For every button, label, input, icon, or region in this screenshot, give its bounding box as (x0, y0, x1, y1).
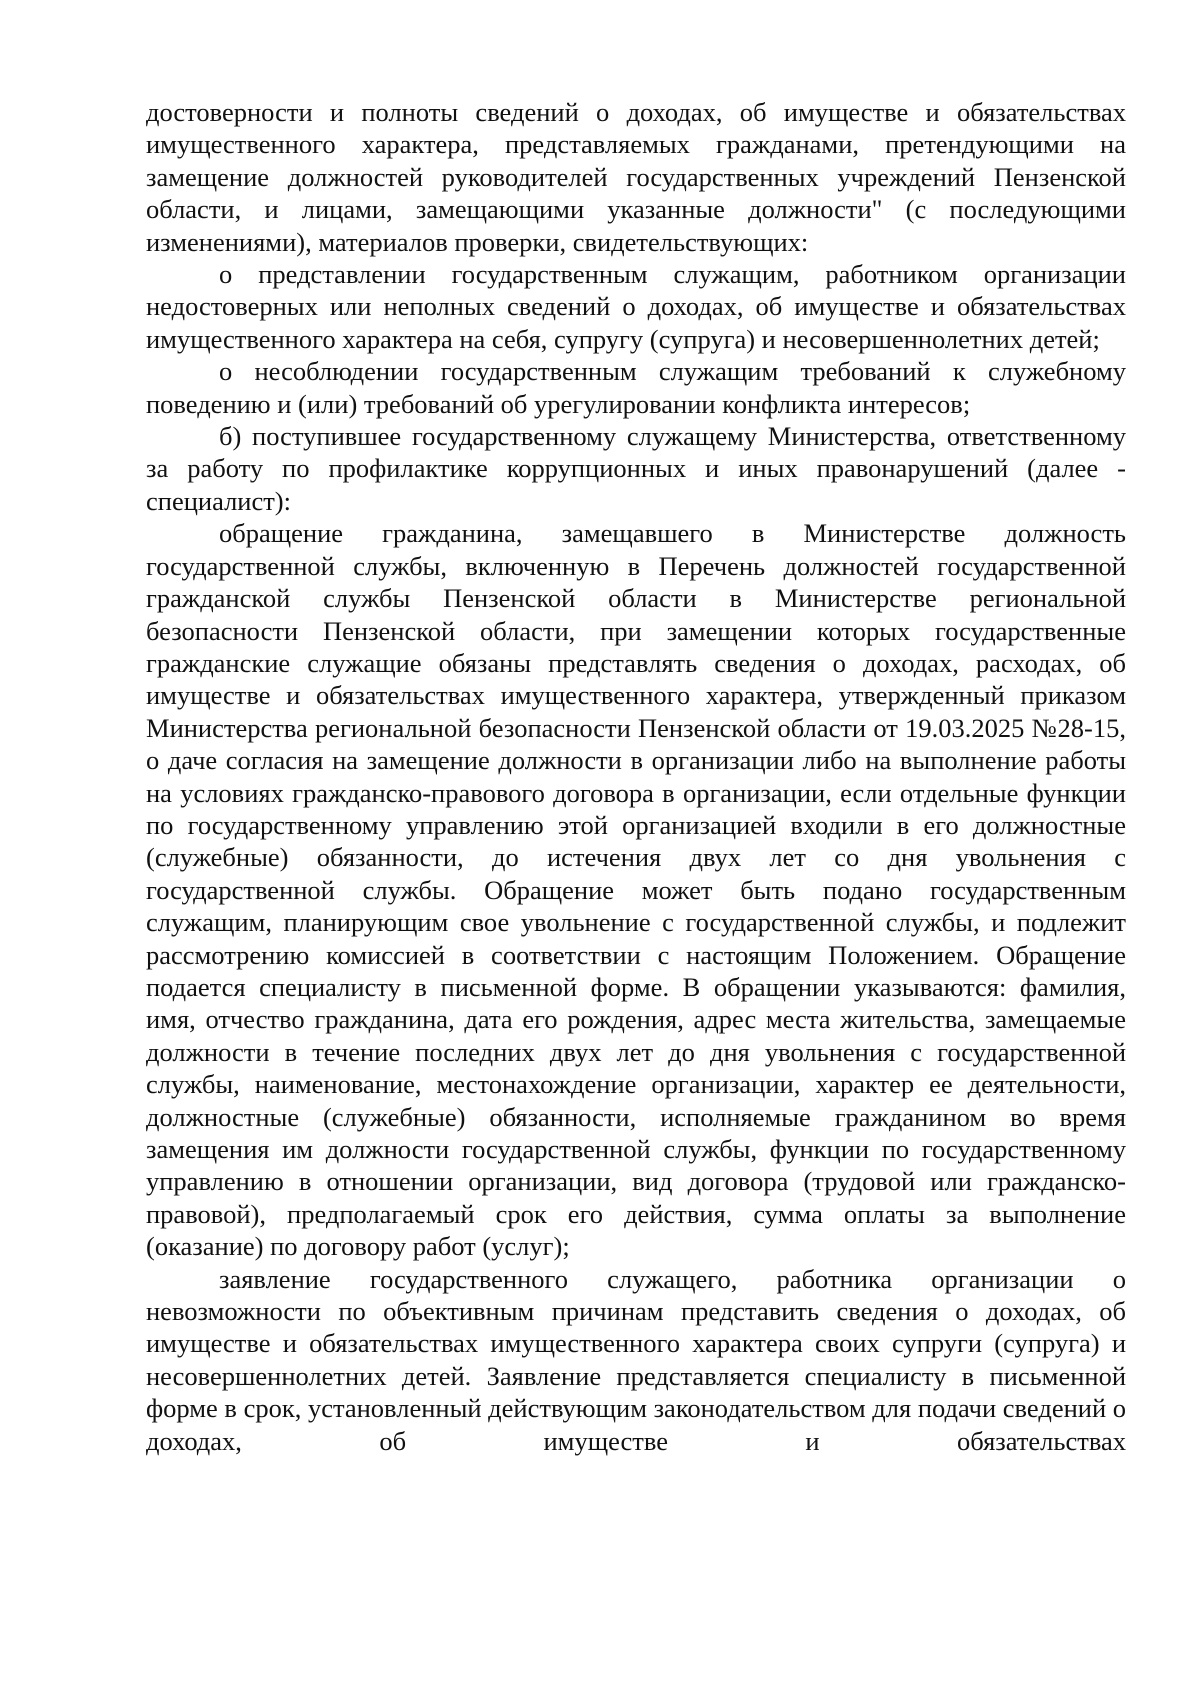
paragraph-5: обращение гражданина, замещавшего в Министерстве должность государственной службы, включенную в Перечень должностей государственной гражданской службы Пензенской области в Министерстве региональной безопасности Пензенской области, при замещении которых государственные гражданские служащие обязаны представлять сведения о доходах, расходах, об имуществе и обязательствах имущественного характера, утвержденный приказом Министерства региональной безопасности Пензенской области от 19.03.2025 №28-15, о даче согласия на замещение должности в организации либо на выполнение работы на условиях гражданско-правового договора в организации, если отдельные функции по государственному управлению этой организацией входили в его должностные (служебные) обязанности, до истечения двух лет со дня увольнения с государственной службы. Обращение может быть подано государственным служащим, планирующим свое увольнение с государственной службы, и подлежит рассмотрению комиссией в соответствии с настоящим Положением. Обращение подается специалисту в письменной форме. В обращении указываются: фамилия, имя, отчество гражданина, дата его рождения, адрес места жительства, замещаемые должности в течение последних двух лет до дня увольнения с государственной службы, наименование, местонахождение организации, характер ее деятельности, должностные (служебные) обязанности, исполняемые гражданином во время замещения им должности государственной службы, функции по государственному управлению в отношении организации, вид договора (трудовой или гражданско-правовой), предполагаемый срок его действия, сумма оплаты за выполнение (оказание) по договору работ (услуг); (146, 518, 1126, 1262)
paragraph-2: о представлении государственным служащим, работником организации недостоверных или неполных сведений о доходах, об имуществе и обязательствах имущественного характера на себя, супругу (супруга) и несовершеннолетних детей; (146, 259, 1126, 354)
paragraph-3: о несоблюдении государственным служащим требований к служебному поведению и (или) требований об урегулировании конфликта интересов; (146, 356, 1126, 419)
paragraph-6: заявление государственного служащего, работника организации о невозможности по объективным причинам представить сведения о доходах, об имуществе и обязательствах имущественного характера своих супруги (супруга) и несовершеннолетних детей. Заявление представляется специалисту в письменной форме в срок, установленный действующим законодательством для подачи сведений о доходах, об имуществе и обязательствах (146, 1263, 1126, 1456)
paragraph-1: достоверности и полноты сведений о доходах, об имуществе и обязательствах имущественного характера, представляемых гражданами, претендующими на замещение должностей руководителей государственных учреждений Пензенской области, и лицами, замещающими указанные должности" (с последующими изменениями), материалов проверки, свидетельствующих: (146, 97, 1126, 257)
paragraph-4: б) поступившее государственному служащему Министерства, ответственному за работу по профилактике коррупционных и иных правонарушений (далее - специалист): (146, 421, 1126, 516)
document-page (146, 96, 1126, 1457)
